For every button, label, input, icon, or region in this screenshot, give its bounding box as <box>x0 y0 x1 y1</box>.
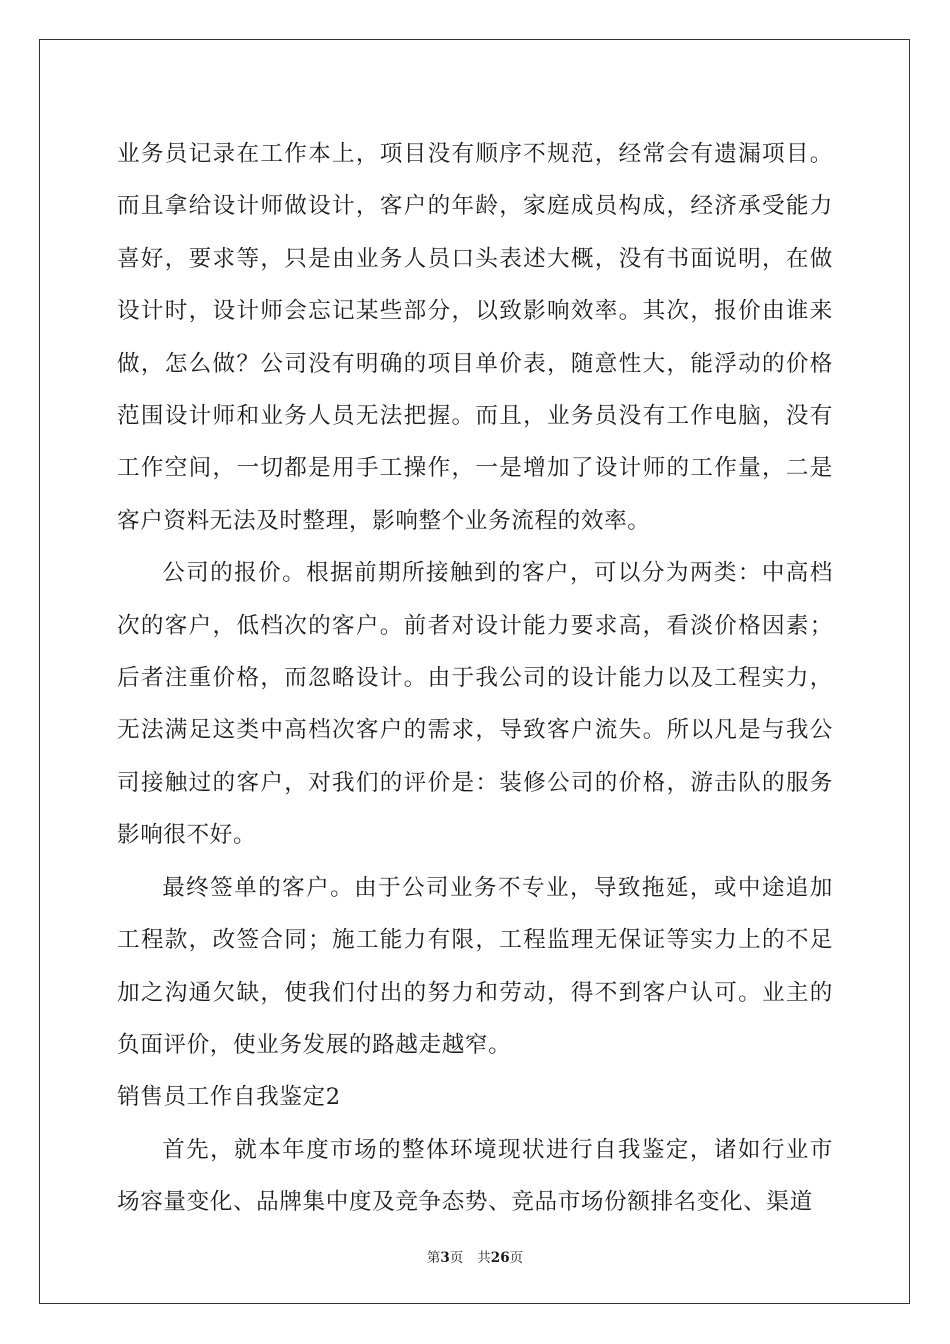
document-body <box>117 128 833 1229</box>
footer-total-unit: 页 <box>509 1250 524 1266</box>
footer-prefix: 第 <box>426 1250 441 1266</box>
current-page-number: 3 <box>440 1250 450 1266</box>
page-footer <box>0 1246 950 1266</box>
paragraph-1: 业务员记录在工作本上，项目没有顺序不规范，经常会有遗漏项目。而且拿给设计师做设计，客户的年龄，家庭成员构成，经济承受能力喜好，要求等，只是由业务人员口头表述大概，没有书面说明，在做设计时，设计师会忘记某些部分，以致影响效率。其次，报价由谁来做，怎么做？公司没有明确的项目单价表，随意性大，能浮动的价格范围设计师和业务人员无法把握。而且，业务员没有工作电脑，没有工作空间，一切都是用手工操作，一是增加了设计师的工作量，二是客户资料无法及时整理，影响整个业务流程的效率。 <box>117 141 833 534</box>
section-paragraph: 首先，就本年度市场的整体环境现状进行自我鉴定，诸如行业市场容量变化、品牌集中度及竞争态势、竞品市场份额排名变化、渠道 <box>117 1136 833 1216</box>
footer-total-prefix: 共 <box>477 1250 491 1266</box>
section-heading: 销售员工作自我鉴定2 <box>117 1084 341 1111</box>
footer-page-unit: 页 <box>449 1250 464 1266</box>
paragraph-3: 最终签单的客户。由于公司业务不专业，导致拖延，或中途追加工程款，改签合同；施工能力有限，工程监理无保证等实力上的不足加之沟通欠缺，使我们付出的努力和劳动，得不到客户认可。业主的负面评价，使业务发展的路越走越窄。 <box>117 874 833 1058</box>
total-pages-number: 26 <box>490 1250 510 1266</box>
paragraph-2: 公司的报价。根据前期所接触到的客户，可以分为两类：中高档次的客户，低档次的客户。前者对设计能力要求高，看淡价格因素；后者注重价格，而忽略设计。由于我公司的设计能力以及工程实力，无法满足这类中高档次客户的需求，导致客户流失。所以凡是与我公司接触过的客户，对我们的评价是：装修公司的价格，游击队的服务影响很不好。 <box>117 560 833 849</box>
